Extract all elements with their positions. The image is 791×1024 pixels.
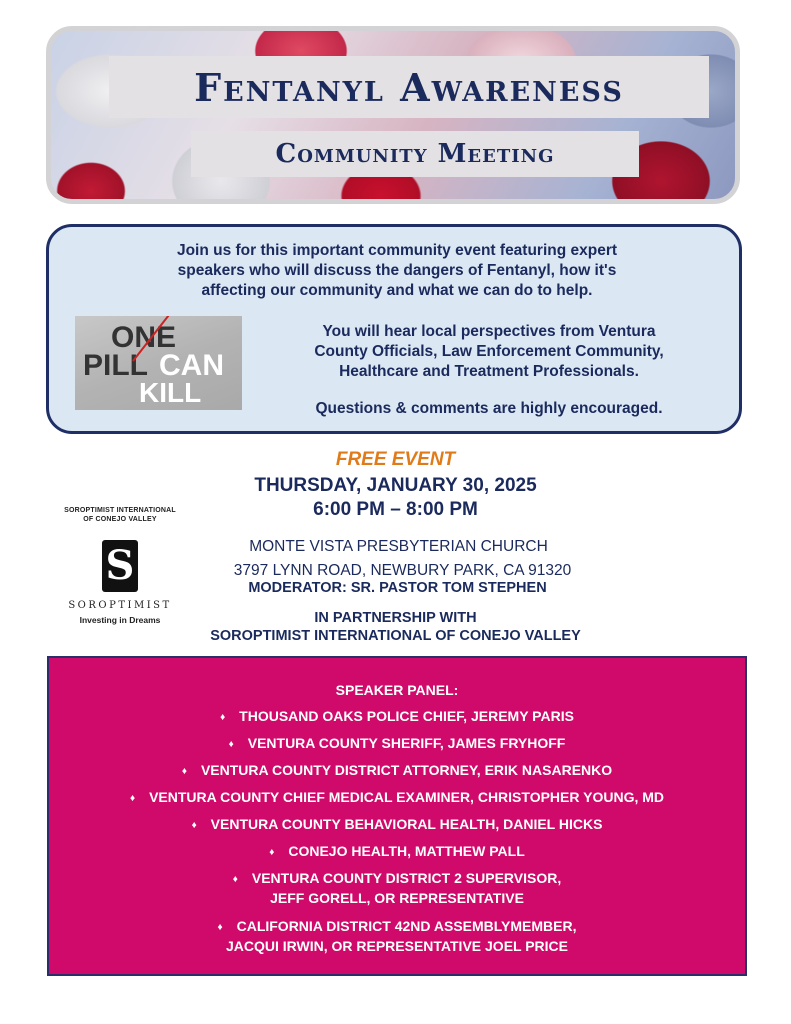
diamond-bullet-icon: ♦ [217, 922, 223, 933]
speaker-item [49, 788, 745, 808]
speaker-line: VENTURA COUNTY DISTRICT ATTORNEY, ERIK NASARENKO [200, 762, 613, 778]
venue-address: 3797 LYNN ROAD, NEWBURY PARK, CA 91320 [233, 562, 572, 579]
logo-wordmark: SOROPTIMIST [68, 600, 172, 611]
subtitle-box [191, 131, 639, 177]
diamond-bullet-icon: ♦ [232, 874, 238, 885]
speaker-line: VENTURA COUNTY DISTRICT 2 SUPERVISOR, [251, 870, 562, 886]
perspectives-text [251, 322, 727, 382]
speaker-line: CALIFORNIA DISTRICT 42ND ASSEMBLYMEMBER, [236, 918, 577, 934]
partnership-line: IN PARTNERSHIP WITH [314, 610, 477, 626]
intro-line: speakers who will discuss the dangers of Fentanyl, how it's [177, 262, 617, 279]
diamond-bullet-icon: ♦ [220, 712, 226, 723]
graphic-word: ONE [111, 321, 177, 354]
speaker-line: VENTURA COUNTY CHIEF MEDICAL EXAMINER, CHRISTOPHER YOUNG, MD [149, 789, 665, 805]
speaker-item [49, 842, 745, 862]
soroptimist-s-icon [102, 540, 138, 592]
diamond-bullet-icon: ♦ [191, 820, 197, 831]
perspective-line: Healthcare and Treatment Professionals. [339, 363, 639, 380]
speaker-line-continued: JACQUI IRWIN, OR REPRESENTATIVE JOEL PRICE [225, 938, 568, 954]
speaker-line: VENTURA COUNTY SHERIFF, JAMES FRYHOFF [247, 735, 566, 751]
speaker-panel-title: SPEAKER PANEL: [335, 682, 459, 698]
venue-name: MONTE VISTA PRESBYTERIAN CHURCH [249, 538, 548, 555]
logo-mark: S [105, 542, 135, 589]
diamond-bullet-icon: ♦ [129, 793, 136, 804]
graphic-word: KILL [139, 377, 202, 408]
speaker-item [49, 917, 745, 955]
logo-tagline: Investing in Dreams [79, 615, 161, 625]
questions-text: Questions & comments are highly encouraged. [315, 400, 663, 417]
logo-org-line: OF CONEJO VALLEY [83, 516, 157, 523]
partnership-line: SOROPTIMIST INTERNATIONAL OF CONEJO VALLEY [210, 628, 581, 644]
info-box [46, 224, 742, 434]
soroptimist-logo [60, 506, 180, 625]
event-date: THURSDAY, JANUARY 30, 2025 [254, 475, 537, 496]
speaker-line: VENTURA COUNTY BEHAVIORAL HEALTH, DANIEL HICKS [210, 816, 603, 832]
page-subtitle: Community Meeting [275, 139, 555, 169]
speaker-line: CONEJO HEALTH, MATTHEW PALL [288, 843, 525, 859]
perspective-line: You will hear local perspectives from Ventura [322, 323, 656, 340]
speaker-item [49, 815, 745, 835]
intro-line: affecting our community and what we can do to help. [201, 282, 593, 299]
speaker-line-continued: JEFF GORELL, OR REPRESENTATIVE [270, 890, 524, 906]
speaker-item [49, 734, 745, 754]
logo-org-name [60, 506, 180, 524]
header-banner [46, 26, 740, 204]
diamond-bullet-icon: ♦ [181, 766, 187, 777]
perspective-line: County Officials, Law Enforcement Community, [314, 343, 664, 360]
graphic-word: CAN [159, 349, 224, 382]
speaker-item [49, 761, 745, 781]
intro-text [79, 241, 715, 301]
logo-org-line: SOROPTIMIST INTERNATIONAL [64, 507, 176, 514]
moderator: MODERATOR: SR. PASTOR TOM STEPHEN [248, 580, 547, 596]
page-title: Fentanyl Awareness [194, 64, 624, 110]
free-event-label: FREE EVENT [335, 449, 456, 470]
diamond-bullet-icon: ♦ [228, 739, 234, 750]
event-time: 6:00 PM – 8:00 PM [313, 499, 478, 520]
title-box [109, 56, 709, 118]
diamond-bullet-icon: ♦ [269, 847, 275, 858]
speaker-item [49, 869, 745, 907]
speaker-item [49, 707, 745, 727]
graphic-word: PILL [83, 349, 148, 382]
one-pill-can-kill-graphic [75, 316, 242, 410]
speaker-line: THOUSAND OAKS POLICE CHIEF, JEREMY PARIS [239, 708, 574, 724]
speaker-panel [47, 656, 747, 976]
intro-line: Join us for this important community event featuring expert [176, 242, 618, 259]
